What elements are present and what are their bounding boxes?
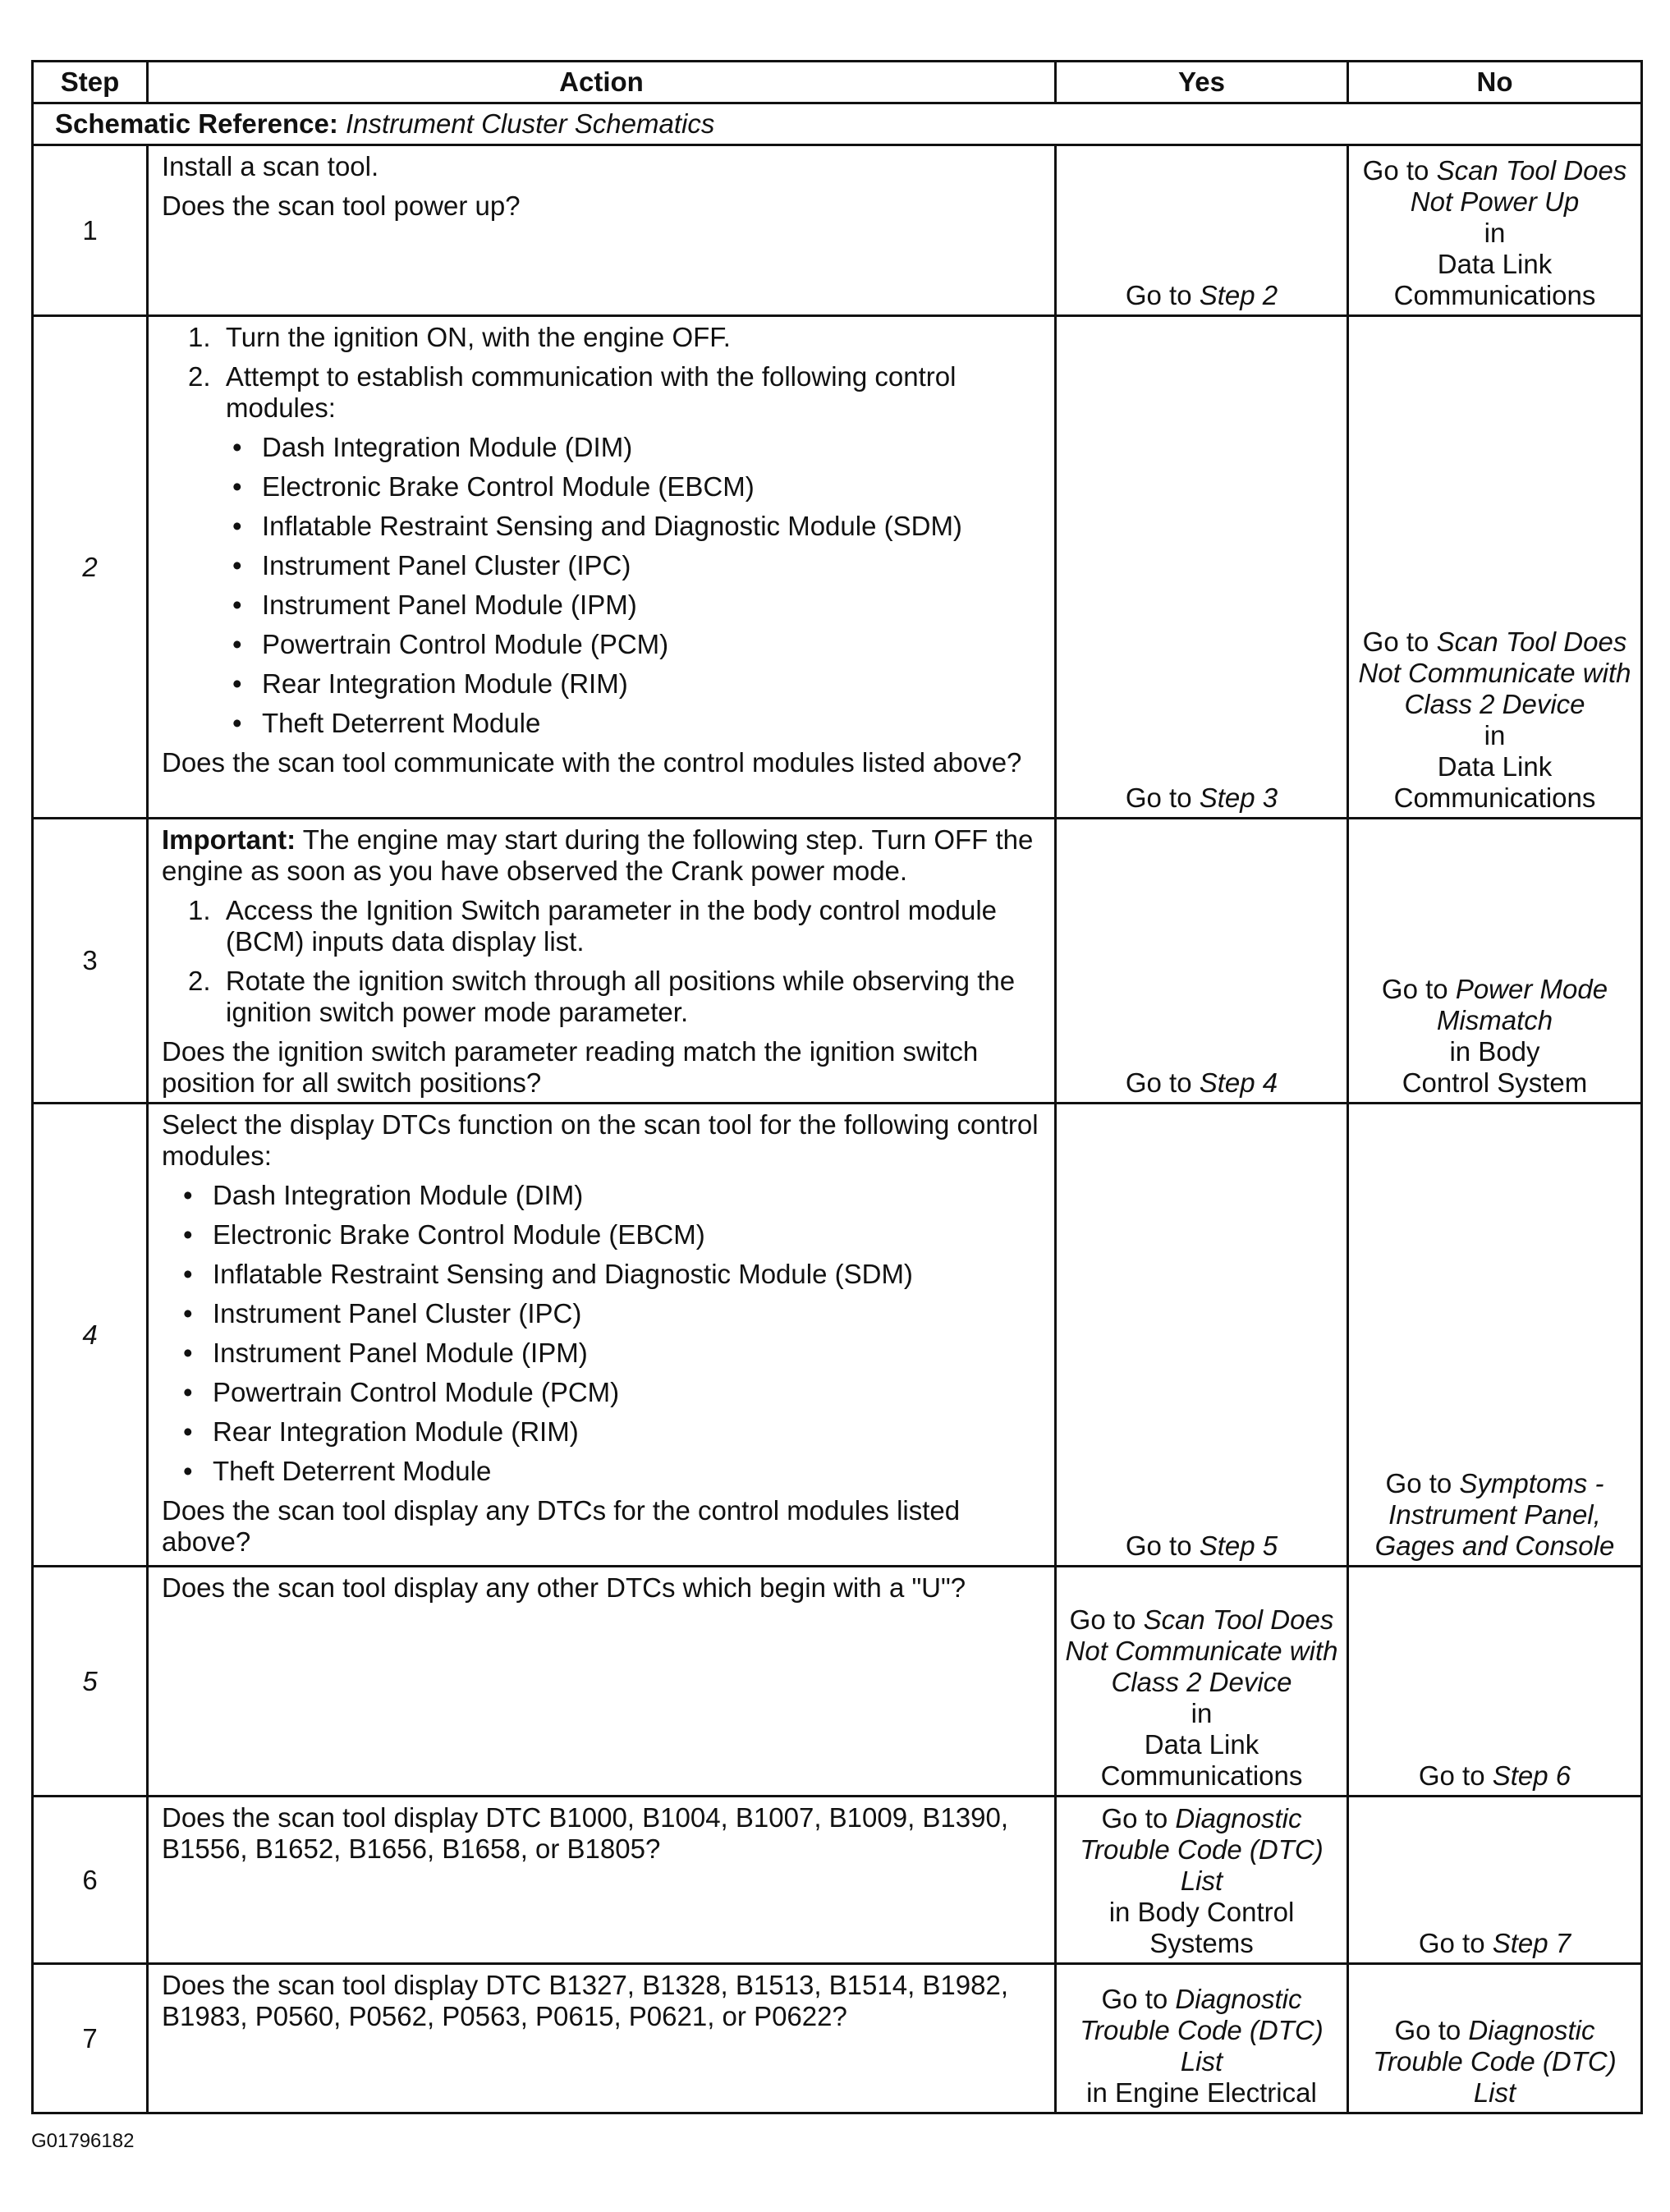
yes-link[interactable]: Step 4 [1199,1067,1278,1098]
no-prefix: Go to [1385,1468,1452,1498]
action-cell [148,1567,1056,1797]
no-prefix: Go to [1362,155,1429,186]
no-link[interactable]: Scan Tool Does Not Communicate with Class 2 Device [1358,626,1631,719]
yes-section: Data Link Communications [1100,1729,1303,1791]
header-step: Step [33,62,148,103]
no-section: Control System [1402,1067,1588,1098]
table-row [33,316,1642,819]
yes-link[interactable]: Diagnostic Trouble Code (DTC) List [1080,1984,1324,2077]
step-number: 7 [33,1964,148,2113]
no-link[interactable]: Power Mode Mismatch [1436,974,1608,1035]
yes-cell [1056,145,1348,316]
action-cell [148,1104,1056,1567]
action-text: Select the display DTCs function on the scan tool for the following control modules: [162,1109,1039,1171]
action-question: Does the scan tool display DTC B1000, B1004, B1007, B1009, B1390, B1556, B1652, B1656, B1658, or B1805? [162,1802,1009,1864]
step-number: 2 [33,316,148,819]
table-row [33,1104,1642,1567]
table-row [33,1567,1642,1797]
no-in: in [1484,720,1506,750]
yes-prefix: Go to [1101,1803,1168,1833]
no-prefix: Go to [1362,626,1429,657]
no-section: Data Link Communications [1393,751,1596,813]
no-prefix: Go to [1394,2015,1461,2045]
action-cell [148,145,1056,316]
no-link[interactable]: Scan Tool Does Not Power Up [1410,155,1627,217]
important-label: Important: [162,824,296,855]
yes-cell [1056,1964,1348,2113]
yes-prefix: Go to [1125,1531,1192,1561]
action-question: Does the scan tool power up? [162,190,521,221]
action-cell [148,1964,1056,2113]
header-row [33,62,1642,103]
yes-cell [1056,1797,1348,1964]
no-section: Data Link Communications [1393,249,1596,310]
no-link[interactable]: Step 6 [1492,1760,1571,1791]
yes-prefix: Go to [1125,782,1192,813]
module-list-item: • Instrument Panel Module (IPM) [162,1338,1043,1369]
no-cell [1348,1964,1642,2113]
yes-prefix: Go to [1125,280,1192,310]
action-text: Install a scan tool. [162,151,379,181]
yes-prefix: Go to [1069,1604,1136,1635]
important-note [162,824,1043,887]
step-number: 1 [33,145,148,316]
module-list-item: • Instrument Panel Module (IPM) [162,590,1043,621]
yes-link[interactable]: Diagnostic Trouble Code (DTC) List [1080,1803,1324,1896]
action-question: Does the scan tool display any other DTCs which begin with a "U"? [162,1572,966,1603]
yes-in: in [1191,1698,1213,1728]
schematic-reference [33,103,1642,145]
yes-section: Systems [1149,1928,1254,1958]
no-link[interactable]: Diagnostic Trouble Code (DTC) List [1373,2015,1617,2108]
table-row [33,145,1642,316]
module-list-item: • Electronic Brake Control Module (EBCM) [162,471,1043,503]
no-cell [1348,145,1642,316]
yes-cell [1056,1567,1348,1797]
numbered-item: 2. Rotate the ignition switch through all positions while observing the ignition switch power mode parameter. [188,966,1016,1027]
action-question: Does the scan tool display DTC B1327, B1328, B1513, B1514, B1982, B1983, P0560, P0562, P0563, P0615, P0621, or P0622? [162,1970,1009,2031]
module-list-item: • Instrument Panel Cluster (IPC) [162,550,1043,581]
module-list-item: • Theft Deterrent Module [162,708,1043,739]
action-cell [148,819,1056,1104]
action-question: Does the scan tool communicate with the control modules listed above? [162,747,1022,778]
module-list-item: • Powertrain Control Module (PCM) [162,1377,1043,1408]
no-cell [1348,1797,1642,1964]
header-action: Action [148,62,1056,103]
module-list-item: • Powertrain Control Module (PCM) [162,629,1043,660]
header-yes: Yes [1056,62,1348,103]
action-question: Does the ignition switch parameter reading match the ignition switch position for all switch positions? [162,1036,979,1098]
no-prefix: Go to [1418,1760,1485,1791]
yes-cell [1056,1104,1348,1567]
module-list-item: • Inflatable Restraint Sensing and Diagnostic Module (SDM) [162,511,1043,542]
step-number: 5 [33,1567,148,1797]
no-cell [1348,819,1642,1104]
yes-in: in Engine Electrical [1086,2077,1317,2108]
yes-in: in Body Control [1108,1897,1295,1927]
numbered-item: 1. Access the Ignition Switch parameter in the body control module (BCM) inputs data display list. [188,895,998,957]
diagnostic-table-sheet [31,60,1640,2114]
table-row [33,819,1642,1104]
table-row [33,1964,1642,2113]
no-prefix: Go to [1418,1928,1485,1958]
module-list-item: • Dash Integration Module (DIM) [162,432,1043,463]
important-text: The engine may start during the following step. Turn OFF the engine as soon as you have observed the Crank power mode. [162,824,1034,886]
no-prefix: Go to [1381,974,1448,1004]
module-list-item: • Theft Deterrent Module [162,1456,1043,1487]
figure-id: G01796182 [31,2130,135,2152]
step-number: 3 [33,819,148,1104]
yes-link[interactable]: Step 3 [1199,782,1278,813]
no-in: in [1484,218,1506,248]
step-number: 4 [33,1104,148,1567]
yes-prefix: Go to [1125,1067,1192,1098]
schematic-reference-label: Schematic Reference: [55,108,338,139]
table-row [33,1797,1642,1964]
header-no: No [1348,62,1642,103]
module-list-item: • Inflatable Restraint Sensing and Diagnostic Module (SDM) [162,1259,1043,1290]
diagnostic-table [31,60,1643,2114]
step-number: 6 [33,1797,148,1964]
action-question: Does the scan tool display any DTCs for the control modules listed above? [162,1495,961,1557]
no-link[interactable]: Symptoms - Instrument Panel, Gages and Console [1374,1468,1615,1561]
numbered-item: 2. Attempt to establish communication with the following control modules: [188,361,957,423]
module-list-item: • Electronic Brake Control Module (EBCM) [162,1219,1043,1251]
no-cell [1348,316,1642,819]
module-list-item: • Dash Integration Module (DIM) [162,1180,1043,1211]
yes-link[interactable]: Scan Tool Does Not Communicate with Class 2 Device [1065,1604,1338,1697]
schematic-reference-link[interactable]: Instrument Cluster Schematics [346,108,715,139]
yes-link[interactable]: Step 2 [1199,280,1278,310]
no-link[interactable]: Step 7 [1492,1928,1571,1958]
yes-link[interactable]: Step 5 [1199,1531,1278,1561]
yes-cell [1056,316,1348,819]
module-list-item: • Rear Integration Module (RIM) [162,668,1043,700]
action-cell [148,316,1056,819]
module-list-item: • Rear Integration Module (RIM) [162,1416,1043,1448]
schematic-reference-row [33,103,1642,145]
no-cell [1348,1567,1642,1797]
module-list-item: • Instrument Panel Cluster (IPC) [162,1298,1043,1329]
yes-prefix: Go to [1101,1984,1168,2014]
action-cell [148,1797,1056,1964]
numbered-item: 1. Turn the ignition ON, with the engine OFF. [188,322,731,352]
no-in: in Body [1449,1036,1540,1067]
yes-cell [1056,819,1348,1104]
no-cell [1348,1104,1642,1567]
